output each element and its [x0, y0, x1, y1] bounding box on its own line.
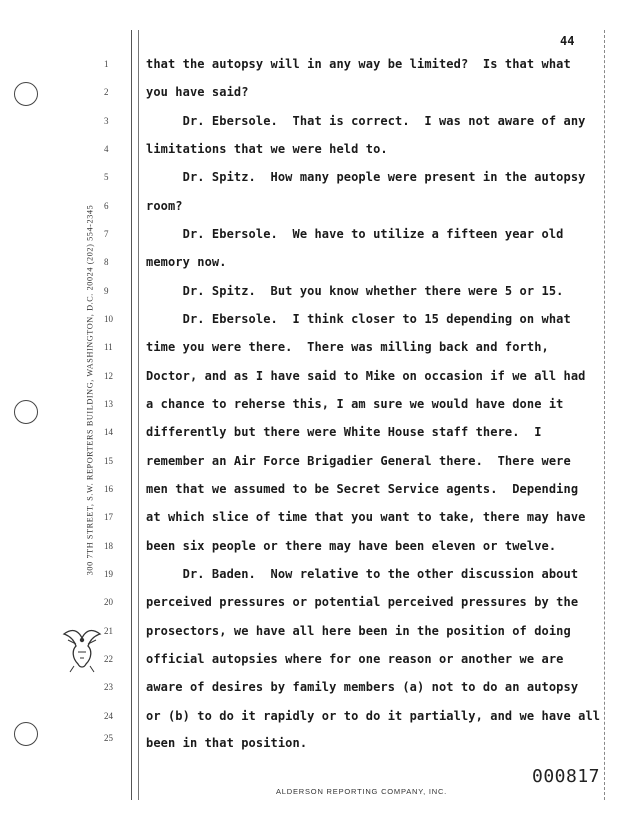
transcript-line: room?: [146, 199, 183, 213]
transcript-line: Dr. Baden. Now relative to the other discussion about: [146, 567, 579, 581]
reporter-address: 300 7TH STREET, S.W. REPORTERS BUILDING, WASHINGTON, D.C. 20024 (202) 554-2345: [85, 204, 95, 576]
line-number: 15: [104, 456, 113, 466]
transcript-line: been in that position.: [146, 736, 308, 750]
punch-hole-middle: [14, 400, 38, 424]
line-number: 9: [104, 286, 109, 296]
line-number: 23: [104, 682, 113, 692]
document-id-stamp: 000817: [532, 766, 601, 787]
line-number: 20: [104, 597, 113, 607]
line-number: 16: [104, 484, 113, 494]
transcript-line: you have said?: [146, 85, 249, 99]
transcript-line: Doctor, and as I have said to Mike on occasion if we all had: [146, 369, 586, 383]
transcript-line: differently but there were White House staff there. I: [146, 425, 542, 439]
transcript-line: men that we assumed to be Secret Service agents. Depending: [146, 482, 579, 496]
line-number: 17: [104, 512, 113, 522]
line-number: 22: [104, 654, 113, 664]
line-number: 24: [104, 711, 113, 721]
line-number: 3: [104, 116, 109, 126]
side-address-wrap: [80, 150, 100, 630]
transcript-line: time you were there. There was milling back and forth,: [146, 340, 549, 354]
punch-hole-bottom: [14, 722, 38, 746]
transcript-line: Dr. Ebersole. That is correct. I was not aware of any: [146, 114, 586, 128]
line-number: 5: [104, 172, 109, 182]
line-number: 18: [104, 541, 113, 551]
transcript-line: or (b) to do it rapidly or to do it partially, and we have all: [146, 709, 601, 723]
left-margin-rule: [131, 30, 139, 800]
line-number: 8: [104, 257, 109, 267]
line-number: 13: [104, 399, 113, 409]
transcript-line: a chance to reherse this, I am sure we would have done it: [146, 397, 564, 411]
transcript-line: that the autopsy will in any way be limited? Is that what: [146, 57, 571, 71]
punch-hole-top: [14, 82, 38, 106]
line-number: 25: [104, 733, 113, 743]
transcript-line: memory now.: [146, 255, 227, 269]
line-number: 4: [104, 144, 109, 154]
line-number: 19: [104, 569, 113, 579]
right-margin-rule: [604, 30, 605, 800]
line-number: 14: [104, 427, 113, 437]
line-number: 7: [104, 229, 109, 239]
line-number: 11: [104, 342, 113, 352]
transcript-line: Dr. Spitz. But you know whether there were 5 or 15.: [146, 284, 564, 298]
eagle-seal-icon: [58, 620, 106, 676]
line-number: 21: [104, 626, 113, 636]
line-number: 6: [104, 201, 109, 211]
footer-company: ALDERSON REPORTING COMPANY, INC.: [276, 787, 448, 796]
transcript-line: at which slice of time that you want to take, there may have: [146, 510, 586, 524]
page-number: 44: [560, 34, 575, 48]
transcript-line: perceived pressures or potential perceived pressures by the: [146, 595, 579, 609]
line-number: 1: [104, 59, 109, 69]
transcript-line: official autopsies where for one reason or another we are: [146, 652, 564, 666]
line-number: 12: [104, 371, 113, 381]
transcript-line: limitations that we were held to.: [146, 142, 388, 156]
transcript-line: been six people or there may have been eleven or twelve.: [146, 539, 557, 553]
transcript-line: prosectors, we have all here been in the position of doing: [146, 624, 571, 638]
transcript-line: aware of desires by family members (a) not to do an autopsy: [146, 680, 579, 694]
transcript-line: Dr. Spitz. How many people were present in the autopsy: [146, 170, 586, 184]
line-number: 10: [104, 314, 113, 324]
transcript-line: Dr. Ebersole. I think closer to 15 depending on what: [146, 312, 571, 326]
transcript-line: Dr. Ebersole. We have to utilize a fifteen year old: [146, 227, 564, 241]
transcript-line: remember an Air Force Brigadier General there. There were: [146, 454, 571, 468]
line-number: 2: [104, 87, 109, 97]
